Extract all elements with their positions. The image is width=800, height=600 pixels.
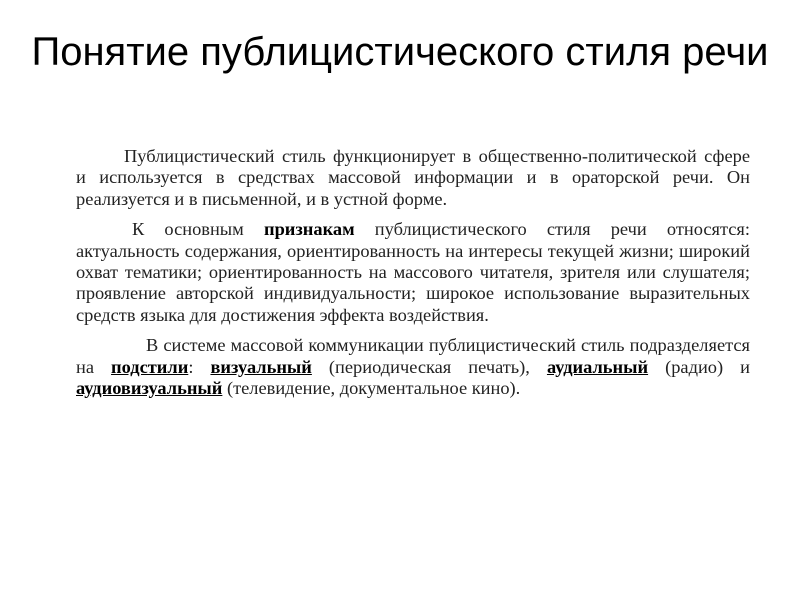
substyle-visual: визуальный — [210, 356, 312, 377]
features-text-after: публицистического стиля речи относятся: актуальность содержания, ориентированность на интересы текущей жизни; широкий охват тематики; ориентированность на массового читателя, зрителя или слушателя; проявление авторской индивидуальности; широкое использование выразительных средств языка для достижения эффекта воздействия. — [76, 219, 750, 325]
substyle-audiovisual: аудиовизуальный — [76, 378, 223, 399]
features-keyword: признакам — [263, 219, 355, 240]
substyles-keyword: подстили — [111, 356, 189, 377]
substyles-text-2: : — [188, 356, 211, 377]
slide-title: Понятие публицистического стиля речи — [31, 30, 769, 74]
substyles-text-4: (радио) и — [648, 356, 750, 377]
paragraph-definition: Публицистический стиль функционирует в общественно-политической сфере и используется в средствах массовой информации и в ораторской речи. Он реализуется и в письменной, и в устной форме. — [76, 146, 750, 209]
paragraph-substyles — [76, 335, 750, 399]
slide-body — [76, 146, 750, 408]
substyles-text-5: (телевидение, документальное кино). — [222, 378, 521, 399]
features-text-before: К основным — [132, 219, 264, 240]
substyles-text-3: (периодическая печать), — [311, 356, 547, 377]
paragraph-features — [76, 219, 750, 326]
substyle-audio: аудиальный — [546, 356, 649, 377]
substyles-text-1: В системе массовой коммуникации публицистический стиль подразделяется на — [76, 335, 750, 377]
